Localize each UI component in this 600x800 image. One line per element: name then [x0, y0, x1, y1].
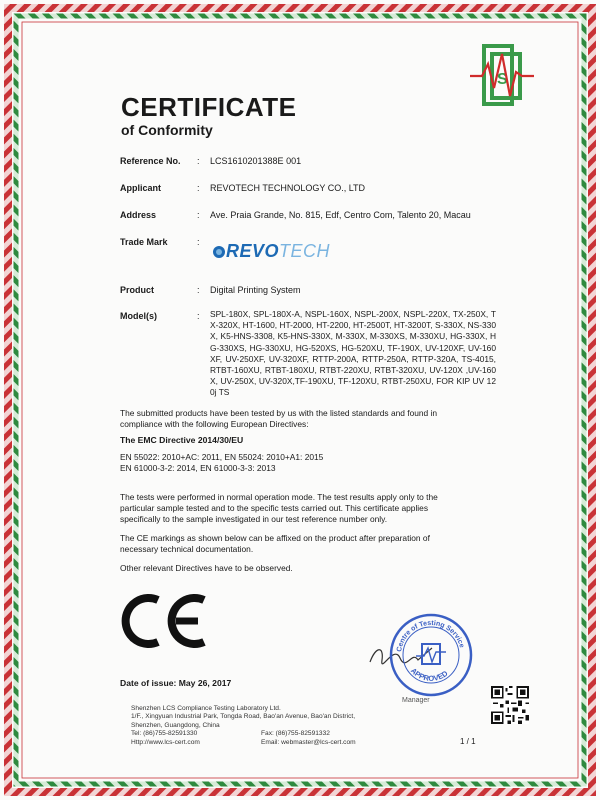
models-value: SPL-180X, SPL-180X-A, NSPL-160X, NSPL-200X, NSPL-220X, TX-250X, TX-320X, HT-1600, HT-2000, HT-2200, HT-2500T, HT-3200T, S-330X, NS-330X, K5-HNS-3308, K5-HNS-330X, M-330X, M-330XS, M-330XU, HG-330X, HG-330XS, HG-330XU, HG-520XS, HG-520XU, TF-190X, UV-120XF, UV-160XF, UV-250XF, UV-320XF, RTTP-200A, RTTP-250A, RTTP-320A, TS-4015, RTBT-160XU, RTBT-180XU, RTBT-220XU, RTBT-320XU, UV-120X ,UV-160X, UV-250X, UV-320X,TF-190XU, TF-120XU, RTBT-250XU, FOR KIP UV 120j TS [210, 309, 496, 398]
revotech-brand-b: TECH [279, 241, 331, 261]
lab-web: Http://www.lcs-cert.com [131, 738, 200, 746]
lab-email: Email: webmaster@lcs-cert.com [261, 738, 356, 746]
stamp-top-text: Centre of Testing Service [396, 619, 466, 653]
models-label: Model(s) [120, 311, 157, 321]
product-colon: : [197, 285, 200, 295]
tests-line-3: specifically to the sample investigated in our test reference number only. [120, 514, 388, 524]
approved-stamp-icon [388, 612, 474, 698]
applicant-colon: : [197, 183, 200, 193]
intro-line-2: compliance with the following European Directives: [120, 419, 309, 429]
revotech-mark-icon [212, 243, 226, 257]
revotech-brand-a: REVO [226, 241, 280, 261]
trademark-label: Trade Mark [120, 237, 168, 247]
product-value: Digital Printing System [210, 285, 301, 295]
models-colon: : [197, 311, 200, 321]
ce-note-line-2: necessary technical documentation. [120, 544, 254, 554]
svg-text:S: S [497, 71, 508, 88]
qr-code-icon [491, 686, 529, 724]
other-directives: Other relevant Directives have to be observed. [120, 563, 293, 573]
product-label: Product [120, 285, 155, 295]
certificate-title: CERTIFICATE [121, 92, 297, 122]
applicant-value: REVOTECH TECHNOLOGY CO., LTD [210, 183, 366, 193]
reference-colon: : [197, 156, 200, 166]
page-number: 1 / 1 [460, 737, 476, 746]
reference-label: Reference No. [120, 156, 181, 166]
address-label: Address [120, 210, 157, 220]
trademark-colon: : [197, 237, 200, 247]
issue-date: Date of issue: May 26, 2017 [120, 678, 232, 688]
tests-line-1: The tests were performed in normal operation mode. The test results apply only to the [120, 492, 438, 502]
revotech-logo [212, 241, 330, 262]
lab-fax: Fax: (86)755-82591332 [261, 730, 330, 738]
lcs-logo-icon [470, 44, 534, 106]
standard-line-1: EN 55022: 2010+AC: 2011, EN 55024: 2010+A1: 2015 [120, 452, 324, 462]
intro-line-1: The submitted products have been tested by us with the listed standards and found in [120, 408, 438, 418]
lab-address-2: Shenzhen, Guangdong, China [131, 721, 220, 729]
address-colon: : [197, 210, 200, 220]
reference-value: LCS1610201388E 001 [210, 156, 302, 166]
directive-title: The EMC Directive 2014/30/EU [120, 435, 244, 445]
lab-address-1: 1/F., Xingyuan Industrial Park, Tongda Road, Bao'an Avenue, Bao'an District, [131, 713, 356, 721]
standards-block [120, 452, 323, 473]
tests-line-2: particular sample tested and to the specific tests carried out. This certificate applies [120, 503, 429, 513]
ce-mark-icon [120, 592, 208, 650]
lab-tel: Tel: (86)755-82591330 [131, 730, 198, 738]
address-value: Ave. Praia Grande, No. 815, Edf, Centro Com, Talento 20, Macau [210, 210, 471, 220]
lab-name: Shenzhen LCS Compliance Testing Laboratory Ltd. [131, 705, 281, 712]
ce-note-line-1: The CE markings as shown below can be affixed on the product after preparation of [120, 533, 430, 543]
manager-label: Manager [402, 697, 430, 704]
stamp-bottom-text: APPROVED [408, 666, 450, 683]
applicant-label: Applicant [120, 183, 162, 193]
standard-line-2: EN 61000-3-2: 2014, EN 61000-3-3: 2013 [120, 462, 276, 473]
certificate-subtitle: of Conformity [121, 122, 213, 138]
